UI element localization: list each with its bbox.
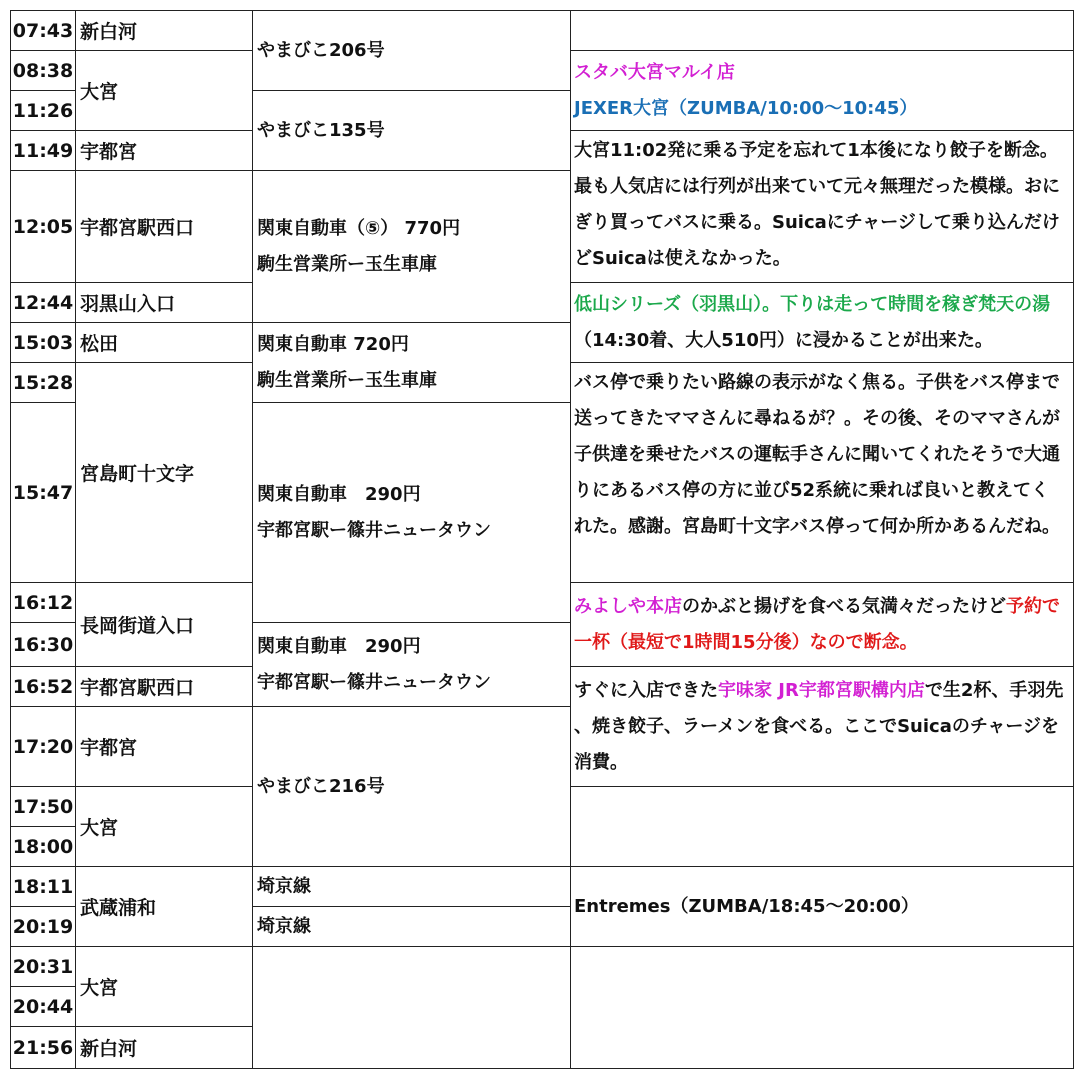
transport-line: やまびこ216号	[257, 775, 385, 797]
note-text: どSuicaは使えなかった。	[574, 248, 791, 269]
transport-line: やまびこ135号	[257, 119, 385, 141]
place-label: 大宮	[80, 977, 119, 999]
note-line	[574, 287, 1071, 323]
note-text: 最も人気店には行列が出来ていて元々無理だった模様。おに	[574, 176, 1060, 197]
note-text: 予約で	[1006, 596, 1060, 617]
note-line	[574, 625, 1071, 661]
time-label: 15:28	[12, 371, 74, 394]
time-cell	[10, 866, 76, 907]
note-text: みよしや本店	[574, 596, 682, 617]
note-cell	[570, 50, 1074, 131]
time-label: 08:38	[12, 59, 74, 82]
place-label: 宇都宮	[80, 141, 138, 163]
note-text: 宇味家 JR宇都宮駅構内店	[718, 680, 925, 701]
place-cell-omiya-3	[75, 946, 253, 1027]
place-cell-nagaoka-kaido-iriguchi	[75, 582, 253, 667]
time-label: 15:03	[12, 331, 74, 354]
time-cell	[10, 582, 76, 623]
time-cell	[10, 90, 76, 131]
time-label: 11:26	[12, 99, 74, 122]
time-label: 16:12	[12, 591, 74, 614]
time-cell	[10, 130, 76, 171]
time-cell	[10, 826, 76, 867]
note-cell	[570, 130, 1074, 283]
time-label: 20:44	[12, 995, 74, 1018]
time-label: 17:20	[12, 735, 74, 758]
transport-line: 宇都宮駅ー篠井ニュータウン	[257, 519, 491, 541]
place-label: 新白河	[80, 1038, 138, 1060]
time-label: 21:56	[12, 1036, 74, 1059]
note-cell	[570, 866, 1074, 947]
time-cell	[10, 906, 76, 947]
note-text: JEXER大宮（ZUMBA/10:00〜10:45）	[574, 98, 918, 119]
note-text: バス停で乗りたい路線の表示がなく焦る。子供をバス停まで	[574, 372, 1060, 393]
transport-cell	[252, 946, 571, 1069]
note-text: りにあるバス停の方に並び52系統に乗れば良いと教えてく	[574, 480, 1050, 501]
note-line	[574, 889, 1071, 925]
place-label: 長岡街道入口	[80, 615, 195, 637]
place-label: 松田	[80, 333, 119, 355]
place-label: 宇都宮	[80, 737, 138, 759]
time-cell	[10, 1026, 76, 1069]
time-label: 20:19	[12, 915, 74, 938]
transport-line: 埼京線	[257, 915, 311, 937]
note-line	[574, 589, 1071, 625]
time-cell	[10, 322, 76, 363]
note-text: スタバ大宮マルイ店	[574, 62, 735, 83]
time-cell	[10, 10, 76, 51]
place-label: 武蔵浦和	[80, 897, 157, 919]
place-cell-shin-shirakawa-2	[75, 1026, 253, 1069]
note-line	[574, 133, 1071, 169]
place-cell-shin-shirakawa	[75, 10, 253, 51]
note-text: Entremes（ZUMBA/18:45〜20:00）	[574, 896, 919, 917]
time-label: 15:47	[12, 481, 74, 504]
transport-cell	[252, 322, 571, 403]
place-cell-utsunomiya	[75, 130, 253, 171]
place-cell-omiya	[75, 50, 253, 131]
transport-cell	[252, 402, 571, 623]
time-label: 20:31	[12, 955, 74, 978]
time-cell	[10, 50, 76, 91]
transport-cell	[252, 906, 571, 947]
place-cell-musashi-urawa	[75, 866, 253, 947]
time-cell	[10, 170, 76, 283]
time-label: 11:49	[12, 139, 74, 162]
place-cell-miyajimacho-jumonji	[75, 362, 253, 583]
place-label: 大宮	[80, 817, 119, 839]
transport-cell	[252, 90, 571, 171]
time-cell	[10, 946, 76, 987]
time-label: 07:43	[12, 19, 74, 42]
place-label: 宇都宮駅西口	[80, 217, 195, 239]
note-text: 大宮11:02発に乗る予定を忘れて1本後になり餃子を断念。	[574, 140, 1058, 161]
place-label: 羽黒山入口	[80, 293, 176, 315]
note-text: 、焼き餃子、ラーメンを食べる。ここでSuicaのチャージを	[574, 716, 1059, 737]
time-label: 12:44	[12, 291, 74, 314]
transport-cell	[252, 622, 571, 707]
note-text: ぎり買ってバスに乗る。Suicaにチャージして乗り込んだけ	[574, 212, 1060, 233]
transport-line: 駒生営業所ー玉生車庫	[257, 253, 437, 275]
time-label: 18:11	[12, 875, 74, 898]
note-cell	[570, 362, 1074, 583]
note-line	[574, 473, 1071, 509]
note-cell	[570, 666, 1074, 787]
time-cell	[10, 706, 76, 787]
time-label: 18:00	[12, 835, 74, 858]
transport-cell	[252, 866, 571, 907]
place-cell-utsunomiya-station-west	[75, 170, 253, 283]
transport-line: 駒生営業所ー玉生車庫	[257, 369, 437, 391]
note-line	[574, 323, 1071, 359]
transport-line: 関東自動車 290円	[257, 635, 421, 657]
time-cell	[10, 402, 76, 583]
place-label: 宇都宮駅西口	[80, 677, 195, 699]
place-cell-utsunomiya-station-west-2	[75, 666, 253, 707]
note-text: 低山シリーズ（羽黒山）。下りは走って時間を稼ぎ梵天の湯	[574, 294, 1051, 315]
place-cell-omiya-2	[75, 786, 253, 867]
note-line	[574, 709, 1071, 745]
note-line	[574, 509, 1071, 545]
note-text: 送ってきたママさんに尋ねるが？。その後、そのママさんが	[574, 408, 1060, 429]
note-line	[574, 205, 1071, 241]
note-line	[574, 437, 1071, 473]
time-cell	[10, 666, 76, 707]
time-label: 16:52	[12, 675, 74, 698]
transport-line: 関東自動車 720円	[257, 333, 409, 355]
note-line	[574, 365, 1071, 401]
place-label: 新白河	[80, 21, 138, 43]
note-line	[574, 673, 1071, 709]
note-cell	[570, 582, 1074, 667]
note-text: 消費。	[574, 752, 628, 773]
note-cell	[570, 946, 1074, 1069]
note-line	[574, 55, 1071, 91]
note-line	[574, 401, 1071, 437]
time-label: 16:30	[12, 633, 74, 656]
time-cell	[10, 986, 76, 1027]
transport-line: 埼京線	[257, 875, 311, 897]
time-cell	[10, 362, 76, 403]
place-label: 大宮	[80, 81, 119, 103]
note-text: れた。感謝。宮島町十文字バス停って何か所かあるんだね。	[574, 516, 1060, 537]
note-line	[574, 91, 1071, 127]
time-cell	[10, 622, 76, 667]
place-label: 宮島町十文字	[80, 463, 195, 485]
transport-cell	[252, 706, 571, 867]
note-text: すぐに入店できた	[574, 680, 718, 701]
place-cell-haguroyama-iriguchi	[75, 282, 253, 323]
transport-cell	[252, 10, 571, 91]
note-cell	[570, 786, 1074, 867]
note-line	[574, 241, 1071, 277]
note-text: のかぶと揚げを食べる気満々だったけど	[682, 596, 1006, 617]
transport-cell	[252, 170, 571, 323]
time-cell	[10, 786, 76, 827]
place-cell-matsuda	[75, 322, 253, 363]
time-cell	[10, 282, 76, 323]
note-text: 子供達を乗せたバスの運転手さんに聞いてくれたそうで大通	[574, 444, 1060, 465]
note-text: で生2杯、手羽先	[924, 680, 1064, 701]
note-line	[574, 745, 1071, 781]
transport-line: 宇都宮駅ー篠井ニュータウン	[257, 671, 491, 693]
transport-line: やまびこ206号	[257, 39, 385, 61]
note-text: （14:30着、大人510円）に浸かることが出来た。	[574, 330, 993, 351]
time-label: 12:05	[12, 215, 74, 238]
note-cell	[570, 10, 1074, 51]
note-line	[574, 169, 1071, 205]
place-cell-utsunomiya-2	[75, 706, 253, 787]
note-text: 一杯（最短で1時間15分後）なので断念。	[574, 632, 918, 653]
time-label: 17:50	[12, 795, 74, 818]
transport-line: 関東自動車 290円	[257, 483, 421, 505]
transport-line: 関東自動車（⑤） 770円	[257, 217, 461, 239]
note-cell	[570, 282, 1074, 363]
